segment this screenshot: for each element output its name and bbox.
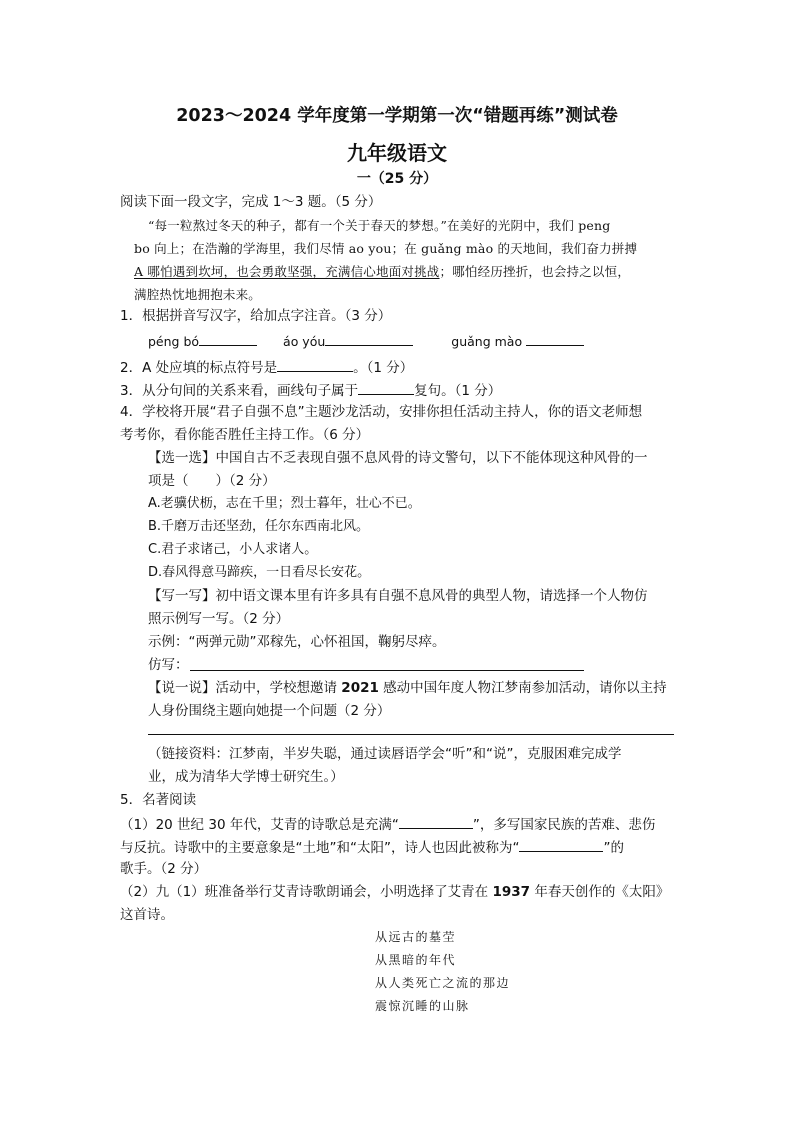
poem-line-2: 从黑暗的年代 — [375, 953, 457, 967]
q5-1-text-a: （1）20 世纪 30 年代，艾青的诗歌总是充满“ — [120, 817, 399, 833]
write-prompt-text: 初中语文课本里有许多具有自强不息风骨的典型人物，请选择一个人物仿 — [215, 588, 648, 604]
link-note-line-2: 业，成为清华大学博士研究生。） — [148, 769, 344, 785]
say-answer-line[interactable] — [148, 734, 674, 735]
exam-subtitle: 九年级语文 — [347, 141, 447, 165]
question-2-score: 。（1 分） — [353, 360, 414, 376]
select-tag: 【选一选】 — [148, 450, 216, 466]
write-example: 示例：“两弹元勋”邓稼先，心怀祖国，鞠躬尽瘁。 — [148, 634, 446, 650]
question-3-score: 复句。（1 分） — [414, 383, 502, 399]
question-5-2-line-2: 这首诗。 — [120, 907, 174, 923]
say-prompt-text-a: 活动中，学校想邀请 — [215, 680, 342, 696]
select-prompt-text: 中国自古不乏表现自强不息风骨的诗文警句，以下不能体现这种风骨的一 — [215, 450, 648, 466]
answer-blank-q2[interactable] — [277, 357, 353, 372]
question-2-text: 2．A 处应填的标点符号是 — [120, 360, 278, 376]
answer-blank-aoyou[interactable] — [325, 331, 413, 346]
q5-1-text-c: 与反抗。诗歌中的主要意象是“土地”和“太阳”，诗人也因此被称为“ — [120, 840, 520, 856]
q5-1-text-d: ”的 — [603, 840, 624, 856]
imitate-answer-line[interactable] — [190, 670, 584, 671]
passage-line-3 — [134, 263, 630, 281]
say-prompt-line-2: 人身份围绕主题向她提一个问题（2 分） — [148, 703, 391, 719]
question-1: 1．根据拼音写汉字，给加点字注音。（3 分） — [120, 308, 392, 324]
pinyin-row — [148, 331, 584, 351]
poem-line-1: 从远古的墓茔 — [375, 930, 457, 944]
option-d: D.春风得意马蹄疾，一日看尽长安花。 — [148, 565, 371, 580]
answer-blank-guangmao[interactable] — [526, 331, 584, 346]
answer-blank-pengbo[interactable] — [199, 331, 257, 346]
question-5-1-line-2 — [120, 837, 624, 857]
pinyin-guangmao: guǎng mào — [451, 334, 523, 349]
question-5-1-line-3: 歌手。（2 分） — [120, 861, 208, 877]
write-tag: 【写一写】 — [148, 588, 216, 604]
q5-1-text-b: ”，多写国家民族的苦难、悲伤 — [472, 817, 656, 833]
question-5-1-line-1 — [120, 814, 655, 834]
say-tag: 【说一说】 — [148, 680, 216, 696]
reading-intro: 阅读下面一段文字，完成 1～3 题。（5 分） — [120, 194, 382, 210]
question-4-line-1: 4．学校将开展“君子自强不息”主题沙龙活动，安排你担任活动主持人，你的语文老师想 — [120, 404, 643, 420]
pinyin-pengbo: péng bó — [148, 334, 200, 349]
q5-2-text-b: 年春天创作的《太阳》 — [530, 884, 670, 900]
question-5-2-line-1 — [120, 883, 669, 901]
passage-line-1: “每一粒熬过冬天的种子，都有一个关于春天的梦想。”在美好的光阴中，我们 peng — [148, 218, 611, 233]
write-prompt-line-2: 照示例写一写。（2 分） — [148, 611, 290, 627]
section-heading: 一（25 分） — [356, 171, 438, 187]
question-4-line-2: 考考你，看你能否胜任主持工作。（6 分） — [120, 427, 370, 443]
poem-line-4: 震惊沉睡的山脉 — [375, 999, 470, 1013]
link-note-line-1: （链接资料：江梦南，半岁失聪，通过读唇语学会“听”和“说”，克服困难完成学 — [148, 746, 622, 762]
say-prompt-year: 2021 — [341, 680, 379, 696]
question-5-title: 5．名著阅读 — [120, 792, 197, 808]
answer-blank-q5-1b[interactable] — [519, 837, 603, 852]
question-3 — [120, 380, 501, 400]
passage-line-2: bo 向上；在浩瀚的学海里，我们尽情 ao you；在 guǎng mào 的天地间，我们奋力拼搏 — [134, 241, 638, 256]
question-3-text: 3．从分句间的关系来看，画线句子属于 — [120, 383, 359, 399]
poem-line-3: 从人类死亡之流的那边 — [375, 976, 511, 990]
say-prompt-text-b: 感动中国年度人物江梦南参加活动，请你以主持 — [378, 680, 667, 696]
passage-line-4: 满腔热忱地拥抱未来。 — [134, 287, 262, 302]
imitate-label: 仿写： — [148, 657, 189, 673]
say-prompt-line-1 — [148, 679, 667, 697]
pinyin-aoyou: áo yóu — [283, 334, 326, 349]
option-b: B.千磨万击还坚劲，任尔东西南北风。 — [148, 519, 370, 534]
write-prompt-line-1 — [148, 587, 648, 605]
select-prompt-line-2: 项是（ ）（2 分） — [148, 473, 276, 489]
answer-blank-q3[interactable] — [358, 380, 414, 395]
underlined-sentence: A 哪怕遇到坎坷，也会勇敢坚强，充满信心地面对挑战 — [134, 264, 440, 279]
option-a: A.老骥伏枥，志在千里；烈士暮年，壮心不已。 — [148, 496, 421, 511]
exam-title: 2023～2024 学年度第一学期第一次“错题再练”测试卷 — [176, 106, 618, 126]
option-c: C.君子求诸己，小人求诸人。 — [148, 542, 318, 557]
passage-line-3-rest: ；哪怕经历挫折，也会持之以恒， — [439, 264, 631, 279]
q5-2-text-a: （2）九（1）班准备举行艾青诗歌朗诵会，小明选择了艾青在 — [120, 884, 493, 900]
select-prompt-line-1 — [148, 449, 648, 467]
question-2 — [120, 357, 413, 377]
answer-blank-q5-1a[interactable] — [399, 814, 473, 829]
q5-2-year: 1937 — [492, 884, 531, 900]
